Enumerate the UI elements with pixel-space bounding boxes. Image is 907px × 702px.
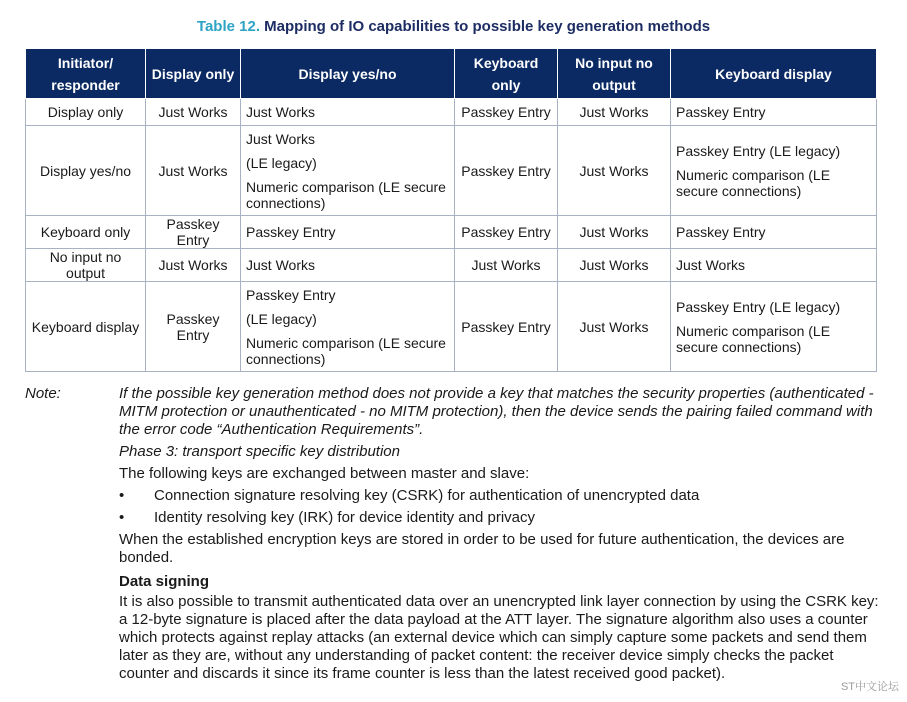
- cell-text: Just Works: [246, 130, 315, 147]
- table-cell: [558, 99, 671, 126]
- keys-intro: The following keys are exchanged between master and slave:: [119, 465, 530, 482]
- cell-text: Just Works: [676, 257, 745, 273]
- table-row: [26, 249, 877, 282]
- cell-text: Just Works: [579, 318, 649, 335]
- table-cell: [241, 126, 455, 216]
- table-cell: [241, 249, 455, 282]
- table-cell: [671, 282, 877, 372]
- table-header-row: [26, 49, 877, 99]
- cell-text: Passkey Entry: [461, 162, 551, 179]
- table-cell: [558, 216, 671, 249]
- table-caption: [0, 18, 907, 35]
- data-signing-heading: Data signing: [119, 573, 210, 590]
- cell-text: Just Works: [579, 162, 649, 179]
- cell-text: Numeric comparison (LE secure connections): [676, 322, 831, 355]
- cell-text: Numeric comparison (LE secure connections): [246, 334, 446, 367]
- cell-text: Numeric comparison (LE secure connections): [676, 166, 831, 199]
- table-cell: [241, 216, 455, 249]
- table-cell: [558, 282, 671, 372]
- row-label: Display yes/no: [26, 126, 146, 216]
- table-cell: [146, 126, 241, 216]
- table-row: [26, 99, 877, 126]
- table-cell: [241, 99, 455, 126]
- table-cell: [671, 126, 877, 216]
- key-list: [119, 487, 879, 527]
- list-item: [119, 509, 879, 527]
- cell-text: Passkey Entry: [166, 216, 220, 248]
- note-label: Note:: [25, 385, 61, 402]
- io-capabilities-table: [25, 48, 877, 372]
- watermark: ST中文论坛: [840, 681, 899, 693]
- table-cell: [558, 249, 671, 282]
- cell-text: Passkey Entry: [166, 310, 220, 343]
- bullet-icon: •: [119, 509, 125, 526]
- cell-text: Passkey Entry: [676, 104, 766, 120]
- bonded-paragraph: When the established encryption keys are stored in order to be used for future authentication, the devices are bonded.: [119, 531, 845, 566]
- row-label: Keyboard display: [26, 282, 146, 372]
- cell-text: Just Works: [579, 104, 649, 120]
- cell-text: Just Works: [246, 104, 315, 120]
- header-keyboard-only: Keyboard only: [455, 49, 558, 99]
- header-display-only: Display only: [146, 49, 241, 99]
- cell-text: Passkey Entry: [461, 224, 551, 240]
- table-cell: [671, 216, 877, 249]
- header-initiator-responder: Initiator/ responder: [26, 49, 146, 99]
- cell-text: Passkey Entry: [461, 104, 551, 120]
- cell-text: Passkey Entry: [246, 224, 336, 240]
- row-label: No input no output: [26, 249, 146, 282]
- table-cell: [146, 99, 241, 126]
- cell-text: Just Works: [246, 257, 315, 273]
- cell-text: Passkey Entry: [461, 318, 551, 335]
- cell-text: Passkey Entry (LE legacy): [676, 142, 841, 159]
- header-keyboard-display: Keyboard display: [671, 49, 877, 99]
- table-cell: [455, 216, 558, 249]
- row-label: Keyboard only: [26, 216, 146, 249]
- table-cell: [455, 249, 558, 282]
- cell-text: Just Works: [158, 257, 228, 273]
- table-cell: [146, 249, 241, 282]
- cell-text: Passkey Entry: [676, 224, 766, 240]
- cell-text: (LE legacy): [246, 154, 317, 171]
- body-text-column: [119, 385, 879, 683]
- table-cell: [455, 99, 558, 126]
- data-signing-paragraph: It is also possible to transmit authenticated data over an unencrypted link layer connection by using the CSRK key: a 12-byte signature is placed after the data payload at the ATT layer. The signature algorithm also uses a counter which protects against replay attacks (an external device which can simply capture some packets and send them later as they are, without any understanding of packet content: the receiver device simply checks the packet counter and discards it since its frame counter is less than the latest received good packet).: [119, 593, 879, 682]
- row-label: Display only: [26, 99, 146, 126]
- cell-text: Just Works: [158, 162, 228, 179]
- list-item-text: Identity resolving key (IRK) for device identity and privacy: [154, 509, 535, 526]
- table-cell: [671, 249, 877, 282]
- cell-text: Just Works: [579, 224, 649, 240]
- table-cell: [241, 282, 455, 372]
- table-cell: [455, 126, 558, 216]
- bullet-icon: •: [119, 487, 125, 504]
- table-caption-text: Mapping of IO capabilities to possible key generation methods: [264, 18, 711, 35]
- note-text: If the possible key generation method does not provide a key that matches the security properties (authenticated - MITM protection or unauthenticated - no MITM protection), then the device sends the pairing failed command with the error code “Authentication Requirements”.: [119, 385, 874, 438]
- header-no-input-no-output: No input no output: [558, 49, 671, 99]
- table-row: [26, 126, 877, 216]
- table-row: [26, 282, 877, 372]
- table-cell: [455, 282, 558, 372]
- list-item-text: Connection signature resolving key (CSRK) for authentication of unencrypted data: [154, 487, 700, 504]
- phase-heading: Phase 3: transport specific key distribution: [119, 443, 400, 460]
- table-cell: [671, 99, 877, 126]
- table-cell: [146, 282, 241, 372]
- cell-text: Passkey Entry: [246, 286, 336, 303]
- cell-text: Passkey Entry (LE legacy): [676, 298, 841, 315]
- cell-text: Just Works: [158, 104, 228, 120]
- header-display-yes-no: Display yes/no: [241, 49, 455, 99]
- table-caption-number: Table 12.: [196, 18, 260, 35]
- table-cell: [146, 216, 241, 249]
- list-item: [119, 487, 879, 505]
- cell-text: (LE legacy): [246, 310, 317, 327]
- cell-text: Just Works: [471, 257, 541, 273]
- cell-text: Just Works: [579, 257, 649, 273]
- table-row: [26, 216, 877, 249]
- cell-text: Numeric comparison (LE secure connections): [246, 178, 446, 211]
- table-cell: [558, 126, 671, 216]
